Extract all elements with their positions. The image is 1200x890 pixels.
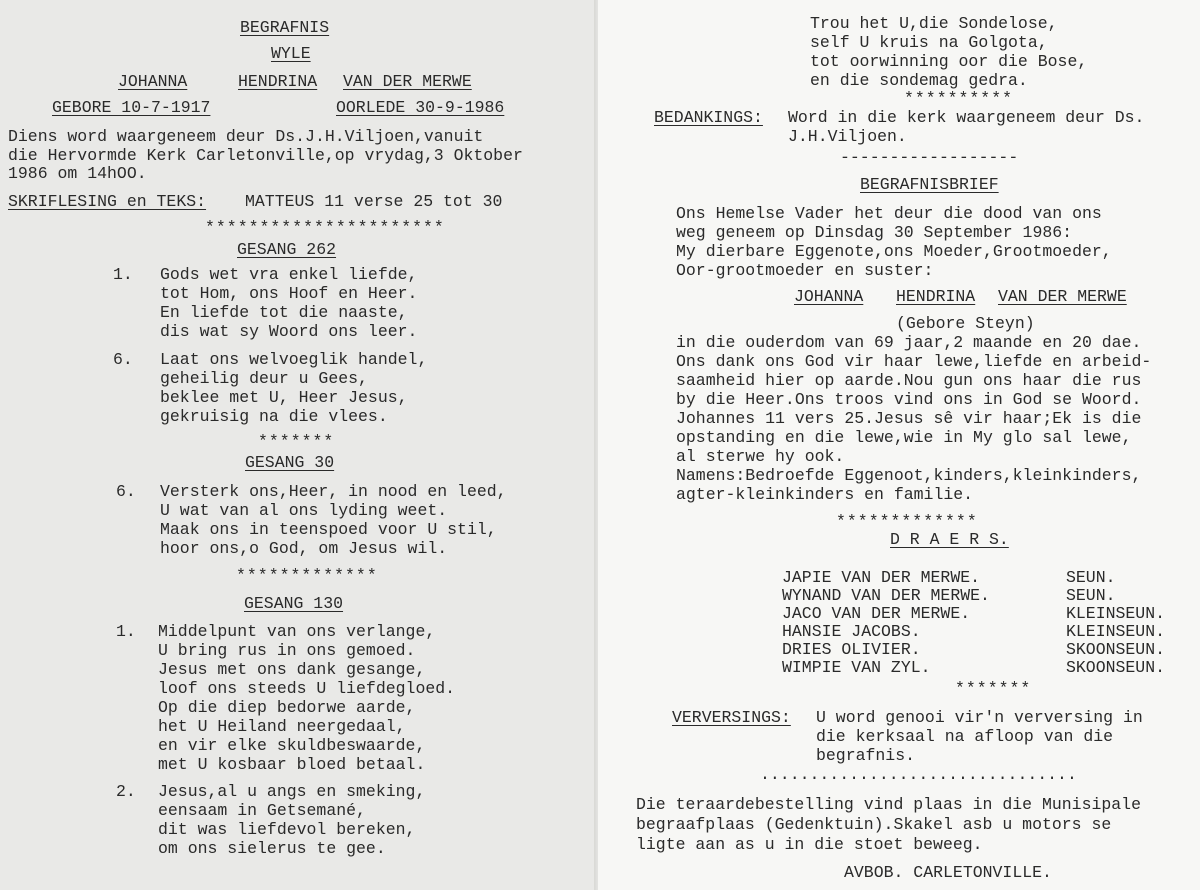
bearer-name: WYNAND VAN DER MERWE.: [782, 586, 990, 605]
service-line: 1986 om 14hOO.: [8, 164, 147, 183]
name-first: JOHANNA: [794, 287, 864, 306]
thanks-line: Word in die kerk waargeneem deur Ds.: [788, 108, 1145, 127]
hymn-line: Jesus met ons dank gesange,: [158, 660, 426, 679]
hymn-line: gekruisig na die vlees.: [160, 407, 388, 426]
bearer-name: HANSIE JACOBS.: [782, 622, 921, 641]
separator: **********: [904, 89, 1014, 108]
letter-line: My dierbare Eggenote,ons Moeder,Grootmoeder,: [676, 242, 1112, 261]
name-middle: HENDRINA: [896, 287, 976, 306]
dash-separator: ------------------: [840, 148, 1019, 167]
letter-line: Namens:Bedroefde Eggenoot,kinders,kleinkinders,: [676, 466, 1142, 485]
hymn-line: het U Heiland neergedaal,: [158, 717, 406, 736]
separator: *************: [836, 512, 978, 531]
dotted-separator: ................................: [760, 765, 1077, 784]
hymn-line: om ons sielerus te gee.: [158, 839, 386, 858]
bearer-name: JAPIE VAN DER MERWE.: [782, 568, 981, 587]
letter-line: agter-kleinkinders en familie.: [676, 485, 974, 504]
hymn-line: Jesus,al u angs en smeking,: [158, 782, 426, 801]
letter-line: weg geneem op Dinsdag 30 September 1986:: [676, 223, 1073, 242]
maiden-name: (Gebore Steyn): [896, 314, 1035, 333]
refreshments-line: U word genooi vir'n verversing in: [816, 708, 1143, 727]
name-middle: HENDRINA: [238, 72, 318, 91]
letter-line: opstanding en die lewe,wie in My glo sal lewe,: [676, 428, 1132, 447]
burial-line: Die teraardebestelling vind plaas in die Munisipale: [636, 795, 1141, 814]
hymn-line: self U kruis na Golgota,: [810, 33, 1048, 52]
hymn-line: U wat van al ons lyding weet.: [160, 501, 448, 520]
name-last: VAN DER MERWE: [998, 287, 1127, 306]
hymn-title: GESANG 130: [244, 594, 344, 613]
hymn-line: met U kosbaar bloed betaal.: [158, 755, 426, 774]
letter-line: in die ouderdom van 69 jaar,2 maande en 20 dae.: [676, 333, 1142, 352]
letter-title: BEGRAFNISBRIEF: [860, 175, 999, 194]
name-first: JOHANNA: [118, 72, 188, 91]
reading-text: MATTEUS 11 verse 25 tot 30: [245, 192, 503, 211]
death-date: OORLEDE 30-9-1986: [336, 98, 505, 117]
verse-number: 1.: [116, 622, 136, 641]
hymn-line: Laat ons welvoeglik handel,: [160, 350, 428, 369]
verse-number: 6.: [116, 482, 136, 501]
letter-line: by die Heer.Ons troos vind ons in God se Woord.: [676, 390, 1142, 409]
right-page: [598, 0, 1200, 890]
undertaker: AVBOB. CARLETONVILLE.: [844, 863, 1052, 882]
bearer-relation: SEUN.: [1066, 586, 1116, 605]
hymn-line: beklee met U, Heer Jesus,: [160, 388, 408, 407]
letter-line: saamheid hier op aarde.Nou gun ons haar die rus: [676, 371, 1142, 390]
hymn-line: Maak ons in teenspoed voor U stil,: [160, 520, 497, 539]
verse-number: 2.: [116, 782, 136, 801]
hymn-line: Trou het U,die Sondelose,: [810, 14, 1058, 33]
separator: *******: [955, 679, 1032, 698]
letter-line: Johannes 11 vers 25.Jesus sê vir haar;Ek is die: [676, 409, 1142, 428]
hymn-line: dis wat sy Woord ons leer.: [160, 322, 418, 341]
verse-number: 6.: [113, 350, 133, 369]
bearer-name: WIMPIE VAN ZYL.: [782, 658, 931, 677]
hymn-line: Versterk ons,Heer, in nood en leed,: [160, 482, 507, 501]
bearer-relation: SEUN.: [1066, 568, 1116, 587]
left-page: [0, 0, 598, 890]
letter-line: Ons Hemelse Vader het deur die dood van ons: [676, 204, 1102, 223]
hymn-title: GESANG 30: [245, 453, 335, 472]
hymn-line: Middelpunt van ons verlange,: [158, 622, 436, 641]
service-line: die Hervormde Kerk Carletonville,op vrydag,3 Oktober: [8, 146, 523, 165]
letter-line: Oor-grootmoeder en suster:: [676, 261, 934, 280]
wyle: WYLE: [271, 44, 311, 63]
bearers-title: D R A E R S.: [890, 530, 1009, 549]
burial-line: ligte aan as u in die stoet beweeg.: [636, 835, 983, 854]
bearer-name: DRIES OLIVIER.: [782, 640, 921, 659]
bearer-relation: SKOONSEUN.: [1066, 640, 1166, 659]
title: BEGRAFNIS: [240, 18, 330, 37]
separator: *******: [258, 432, 335, 451]
verse-number: 1.: [113, 265, 133, 284]
hymn-line: tot Hom, ons Hoof en Heer.: [160, 284, 418, 303]
separator: *************: [236, 566, 378, 585]
hymn-line: en die sondemag gedra.: [810, 71, 1028, 90]
hymn-line: eensaam in Getsemané,: [158, 801, 366, 820]
burial-line: begraafplaas (Gedenktuin).Skakel asb u motors se: [636, 815, 1112, 834]
hymn-line: tot oorwinning oor die Bose,: [810, 52, 1088, 71]
born-date: GEBORE 10-7-1917: [52, 98, 211, 117]
hymn-line: en vir elke skuldbeswaarde,: [158, 736, 426, 755]
hymn-line: dit was liefdevol bereken,: [158, 820, 416, 839]
refreshments-line: begrafnis.: [816, 746, 916, 765]
letter-line: Ons dank ons God vir haar lewe,liefde en arbeid-: [676, 352, 1152, 371]
bearer-relation: SKOONSEUN.: [1066, 658, 1166, 677]
bearer-relation: KLEINSEUN.: [1066, 604, 1166, 623]
service-line: Diens word waargeneem deur Ds.J.H.Viljoen,vanuit: [8, 127, 484, 146]
thanks-line: J.H.Viljoen.: [788, 127, 907, 146]
refreshments-label: VERVERSINGS:: [672, 708, 791, 727]
letter-line: al sterwe hy ook.: [676, 447, 845, 466]
hymn-line: En liefde tot die naaste,: [160, 303, 408, 322]
separator: **********************: [205, 218, 445, 237]
reading-label: SKRIFLESING en TEKS:: [8, 192, 207, 211]
hymn-line: U bring rus in ons gemoed.: [158, 641, 416, 660]
hymn-title: GESANG 262: [237, 240, 337, 259]
hymn-line: hoor ons,o God, om Jesus wil.: [160, 539, 448, 558]
hymn-line: Gods wet vra enkel liefde,: [160, 265, 418, 284]
refreshments-line: die kerksaal na afloop van die: [816, 727, 1114, 746]
bearer-name: JACO VAN DER MERWE.: [782, 604, 971, 623]
bearer-relation: KLEINSEUN.: [1066, 622, 1166, 641]
name-last: VAN DER MERWE: [343, 72, 472, 91]
hymn-line: geheilig deur u Gees,: [160, 369, 368, 388]
hymn-line: loof ons steeds U liefdegloed.: [158, 679, 456, 698]
hymn-line: Op die diep bedorwe aarde,: [158, 698, 416, 717]
thanks-label: BEDANKINGS:: [654, 108, 763, 127]
